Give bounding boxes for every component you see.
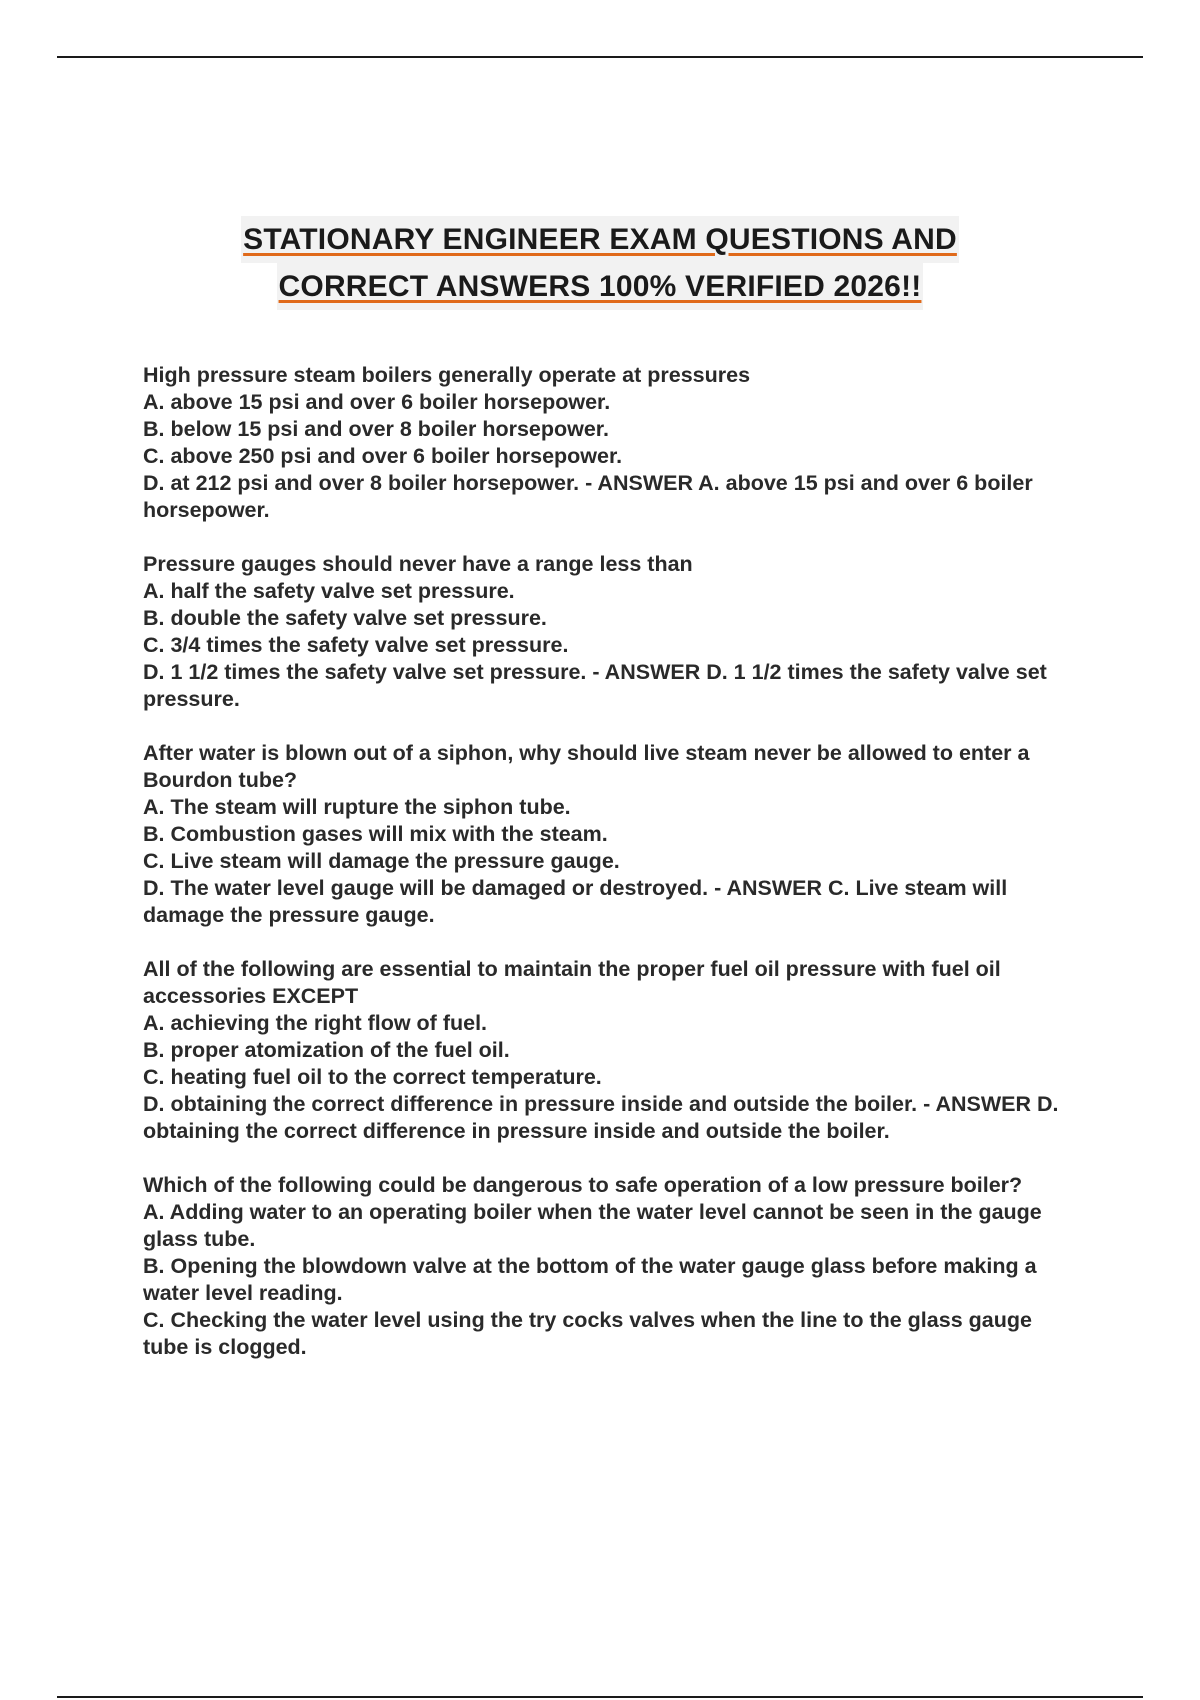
option-c: C. 3/4 times the safety valve set pressure. (143, 633, 569, 657)
question-text: Which of the following could be dangerous to safe operation of a low pressure boiler? (143, 1173, 1023, 1197)
document-title (0, 216, 1200, 310)
bottom-rule (57, 1696, 1143, 1698)
top-rule (57, 56, 1143, 58)
option-b: B. below 15 psi and over 8 boiler horsepower. (143, 417, 609, 441)
question-block-2 (143, 551, 1063, 713)
option-a: A. achieving the right flow of fuel. (143, 1011, 488, 1035)
option-d-answer: D. 1 1/2 times the safety valve set pressure. - ANSWER D. 1 1/2 times the safety valve set pressure. (143, 660, 1047, 711)
option-c: C. heating fuel oil to the correct temperature. (143, 1065, 602, 1089)
question-block-5 (143, 1172, 1063, 1361)
question-block-1 (143, 362, 1063, 524)
question-block-4 (143, 956, 1063, 1145)
option-d-answer: D. obtaining the correct difference in pressure inside and outside the boiler. - ANSWER D. obtaining the correct difference in pressure inside and outside the boiler. (143, 1092, 1059, 1143)
option-b: B. Combustion gases will mix with the steam. (143, 822, 608, 846)
option-a: A. The steam will rupture the siphon tube. (143, 795, 571, 819)
option-b: B. double the safety valve set pressure. (143, 606, 547, 630)
option-d-answer: D. at 212 psi and over 8 boiler horsepower. - ANSWER A. above 15 psi and over 6 boiler horsepower. (143, 471, 1033, 522)
option-d-answer: D. The water level gauge will be damaged or destroyed. - ANSWER C. Live steam will damage the pressure gauge. (143, 876, 1008, 927)
question-text: All of the following are essential to maintain the proper fuel oil pressure with fuel oil accessories EXCEPT (143, 957, 1001, 1008)
option-b: B. proper atomization of the fuel oil. (143, 1038, 510, 1062)
option-c: C. Checking the water level using the try cocks valves when the line to the glass gauge tube is clogged. (143, 1308, 1032, 1359)
option-a: A. above 15 psi and over 6 boiler horsepower. (143, 390, 611, 414)
question-list (143, 362, 1063, 1388)
title-line-1: STATIONARY ENGINEER EXAM QUESTIONS AND (241, 216, 959, 263)
question-text: Pressure gauges should never have a range less than (143, 552, 693, 576)
option-c: C. Live steam will damage the pressure gauge. (143, 849, 620, 873)
option-b: B. Opening the blowdown valve at the bottom of the water gauge glass before making a water level reading. (143, 1254, 1037, 1305)
option-a: A. Adding water to an operating boiler when the water level cannot be seen in the gauge glass tube. (143, 1200, 1042, 1251)
question-text: After water is blown out of a siphon, why should live steam never be allowed to enter a Bourdon tube? (143, 741, 1030, 792)
title-line-2: CORRECT ANSWERS 100% VERIFIED 2026!! (277, 263, 924, 310)
question-block-3 (143, 740, 1063, 929)
option-a: A. half the safety valve set pressure. (143, 579, 515, 603)
question-text: High pressure steam boilers generally operate at pressures (143, 363, 751, 387)
option-c: C. above 250 psi and over 6 boiler horsepower. (143, 444, 623, 468)
